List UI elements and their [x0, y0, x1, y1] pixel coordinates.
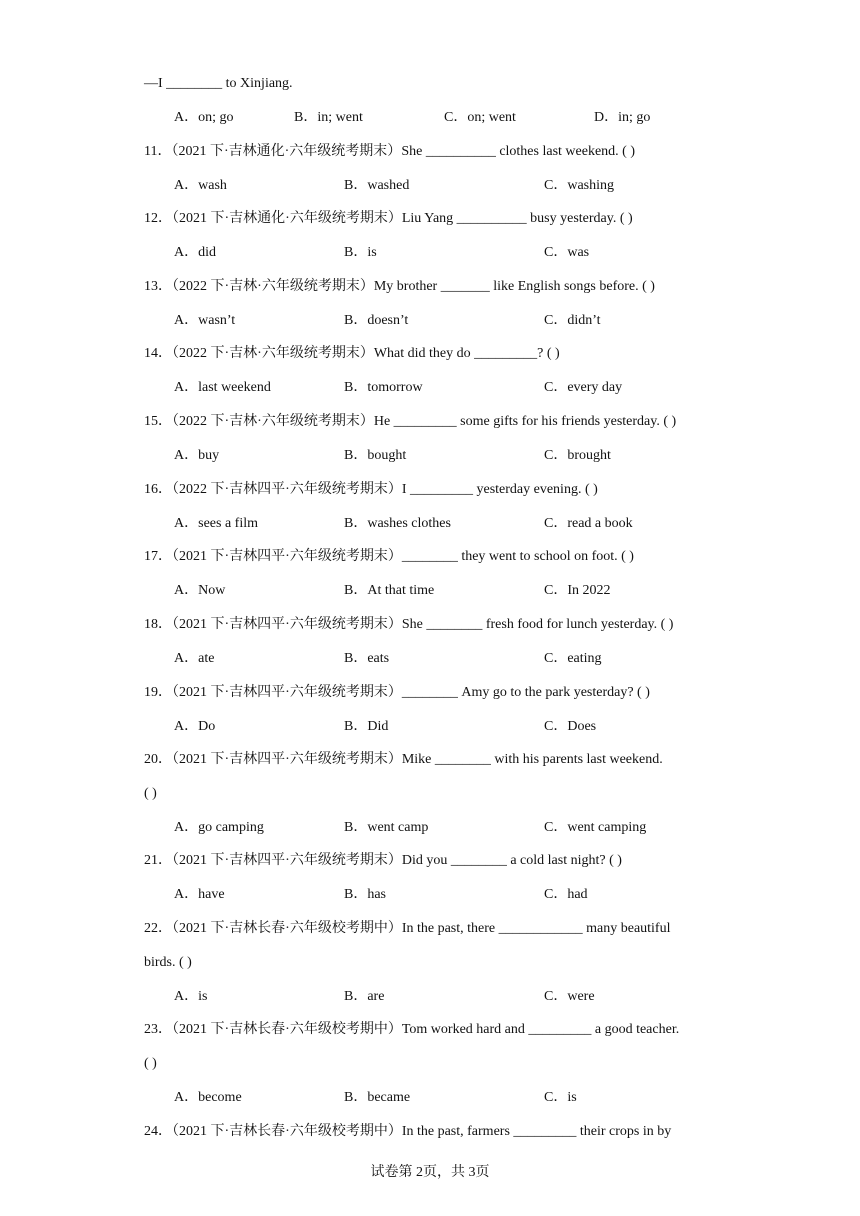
- answer-option: A．did: [174, 245, 217, 260]
- option-d: D．in; go: [594, 110, 651, 125]
- answer-option: C．went camping: [544, 820, 647, 835]
- question-text: 21．（2021 下·吉林四平·六年级统考期末）Did you ________ a cold last night? ( ): [144, 853, 622, 868]
- question-text: 24．（2021 下·吉林长春·六年级校考期中）In the past, farmers _________ their crops in by: [144, 1124, 672, 1139]
- answer-option: B．Did: [344, 719, 389, 734]
- answer-option: B．are: [344, 989, 385, 1004]
- question-text: 20．（2021 下·吉林四平·六年级统考期末）Mike ________ with his parents last weekend.: [144, 752, 663, 767]
- answer-option: A．is: [174, 989, 208, 1004]
- page-footer: 试卷第 2页，共 3页: [370, 1165, 490, 1180]
- answer-option: C．every day: [544, 380, 623, 395]
- question-text: 22．（2021 下·吉林长春·六年级校考期中）In the past, there ____________ many beautiful: [144, 921, 671, 936]
- answer-option: C．was: [544, 245, 590, 260]
- answer-option: A．buy: [174, 448, 220, 463]
- question-10-stem: —I ________ to Xinjiang.: [144, 76, 293, 91]
- question-text: 17．（2021 下·吉林四平·六年级统考期末）________ they went to school on foot. ( ): [144, 549, 634, 564]
- answer-option: B．washes clothes: [344, 516, 451, 531]
- answer-option: A．Do: [174, 719, 216, 734]
- question-text: 11．（2021 下·吉林通化·六年级统考期末）She __________ clothes last weekend. ( ): [144, 144, 635, 159]
- answer-option: C．washing: [544, 178, 615, 193]
- answer-option: C．had: [544, 887, 588, 902]
- answer-option: A．become: [174, 1090, 242, 1105]
- answer-option: A．wasn’t: [174, 313, 236, 328]
- option-b: B．in; went: [294, 110, 363, 125]
- answer-option: A．ate: [174, 651, 215, 666]
- option-c: C．on; went: [444, 110, 516, 125]
- answer-option: C．eating: [544, 651, 602, 666]
- answer-option: B．has: [344, 887, 387, 902]
- question-text: 19．（2021 下·吉林四平·六年级统考期末）________ Amy go to the park yesterday? ( ): [144, 685, 650, 700]
- answer-option: C．read a book: [544, 516, 633, 531]
- answer-option: B．eats: [344, 651, 390, 666]
- answer-option: C．is: [544, 1090, 577, 1105]
- answer-option: B．tomorrow: [344, 380, 423, 395]
- answer-option: A．go camping: [174, 820, 264, 835]
- answer-option: C．were: [544, 989, 595, 1004]
- answer-option: B．became: [344, 1090, 411, 1105]
- option-a: A．on; go: [174, 110, 234, 125]
- answer-option: C．didn’t: [544, 313, 601, 328]
- answer-option: A．last weekend: [174, 380, 271, 395]
- answer-option: A．sees a film: [174, 516, 258, 531]
- question-text: 14．（2022 下·吉林·六年级统考期末）What did they do _________? ( ): [144, 346, 560, 361]
- question-text: 23．（2021 下·吉林长春·六年级校考期中）Tom worked hard and _________ a good teacher.: [144, 1022, 680, 1037]
- answer-option: A．have: [174, 887, 225, 902]
- question-text: birds. ( ): [144, 955, 192, 970]
- question-text: 18．（2021 下·吉林四平·六年级统考期末）She ________ fresh food for lunch yesterday. ( ): [144, 617, 674, 632]
- answer-option: B．went camp: [344, 820, 429, 835]
- answer-option: C．brought: [544, 448, 611, 463]
- question-text: 15．（2022 下·吉林·六年级统考期末）He _________ some gifts for his friends yesterday. ( ): [144, 414, 677, 429]
- answer-option: C．Does: [544, 719, 597, 734]
- answer-option: B．At that time: [344, 583, 435, 598]
- answer-option: C．In 2022: [544, 583, 611, 598]
- answer-option: B．doesn’t: [344, 313, 409, 328]
- answer-option: A．wash: [174, 178, 227, 193]
- question-text: 16．（2022 下·吉林四平·六年级统考期末）I _________ yesterday evening. ( ): [144, 482, 598, 497]
- question-text: ( ): [144, 786, 157, 801]
- answer-option: A．Now: [174, 583, 226, 598]
- answer-option: B．is: [344, 245, 377, 260]
- question-text: 13．（2022 下·吉林·六年级统考期末）My brother _______ like English songs before. ( ): [144, 279, 655, 294]
- question-text: ( ): [144, 1056, 157, 1071]
- answer-option: B．washed: [344, 178, 410, 193]
- question-text: 12．（2021 下·吉林通化·六年级统考期末）Liu Yang __________ busy yesterday. ( ): [144, 211, 633, 226]
- answer-option: B．bought: [344, 448, 407, 463]
